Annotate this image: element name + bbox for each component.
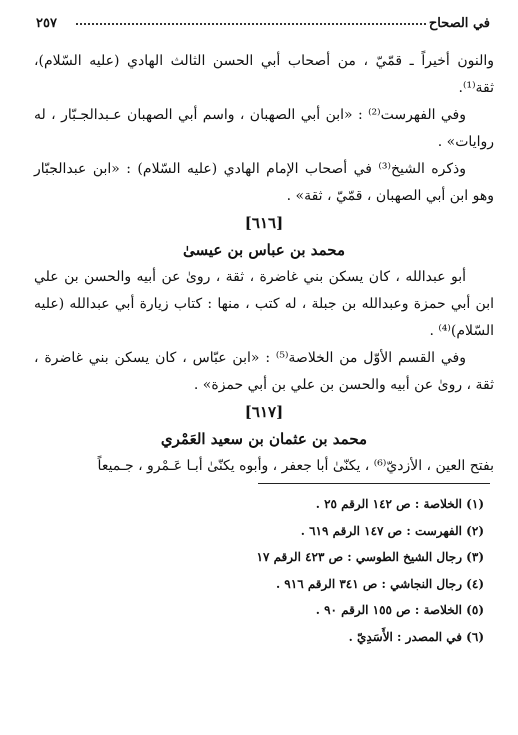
page-number: ٢٥٧	[36, 16, 57, 31]
paragraph-3: وذكره الشيخ⁽³⁾ في أصحاب الإمام الهادي (عليه السّلام) : «ابن عبدالجبّار وهو ابن أبي الصهبان ، قمّيّ ، ثقة» .	[34, 161, 494, 204]
main-text	[34, 48, 494, 480]
footnote-2: (٢) الفهرست : ص ١٤٧ الرقم ٦١٩ .	[300, 523, 484, 538]
header-dot-leader	[76, 23, 426, 25]
paragraph-5: وفي القسم الأوّل من الخلاصة⁽⁵⁾ : «ابن عبّاس ، كان يسكن بني غاضرة ، ثقة ، روىٰ عن أبيه والحسن بن علي بن أبي حمزة» .	[34, 350, 494, 393]
footnote-6: (٦) في المصدر : الأَسَدِيّ .	[348, 629, 484, 644]
header-title: في الصحاح	[428, 16, 490, 31]
footnote-5: (٥) الخلاصة : ص ١٥٥ الرقم ٩٠ .	[315, 603, 484, 617]
paragraph-4: أبو عبدالله ، كان يسكن بني غاضرة ، ثقة ، روىٰ عن أبيه والحسن بن علي ابن أبي حمزة وعبدالله بن جبلة ، له كتب ، منها : كتاب زيارة أبي عبدالله (عليه السّلام)⁽⁴⁾ .	[34, 269, 494, 339]
entry-title-616: محمد بن عباس بن عيسىٰ	[182, 241, 346, 259]
entry-number-616: [٦١٦]	[244, 214, 284, 232]
footnotes	[34, 491, 484, 650]
entry-number-617: [٦١٧]	[244, 403, 284, 421]
paragraph-6: بفتح العين ، الأزديّ⁽⁶⁾ ، يكنّىٰ أبا جعفر ، وأبوه يكنّىٰ أبـا عَـمْرو ، جـميعاً	[97, 458, 494, 474]
entry-title-617: محمد بن عثمان بن سعيد العَمْري	[160, 430, 368, 448]
paragraph-2: وفي الفهرست⁽²⁾ : «ابن أبي الصهبان ، واسم أبي الصهبان عـبدالجـبّار ، له روايات» .	[34, 107, 494, 150]
footnote-separator	[258, 483, 490, 484]
footnote-3: (٣) رجال الشيخ الطوسي : ص ٤٢٣ الرقم ١٧	[256, 550, 484, 564]
running-header	[36, 16, 490, 36]
footnote-4: (٤) رجال النجاشي : ص ٣٤١ الرقم ٩١٦ .	[275, 576, 484, 591]
footnote-1: (١) الخلاصة : ص ١٤٢ الرقم ٢٥ .	[315, 497, 484, 511]
paragraph-1: والنون أخيراً ـ قمّيّ ، من أصحاب أبي الحسن الثالث الهادي (عليه السّلام)، ثقة⁽¹⁾.	[34, 53, 494, 96]
